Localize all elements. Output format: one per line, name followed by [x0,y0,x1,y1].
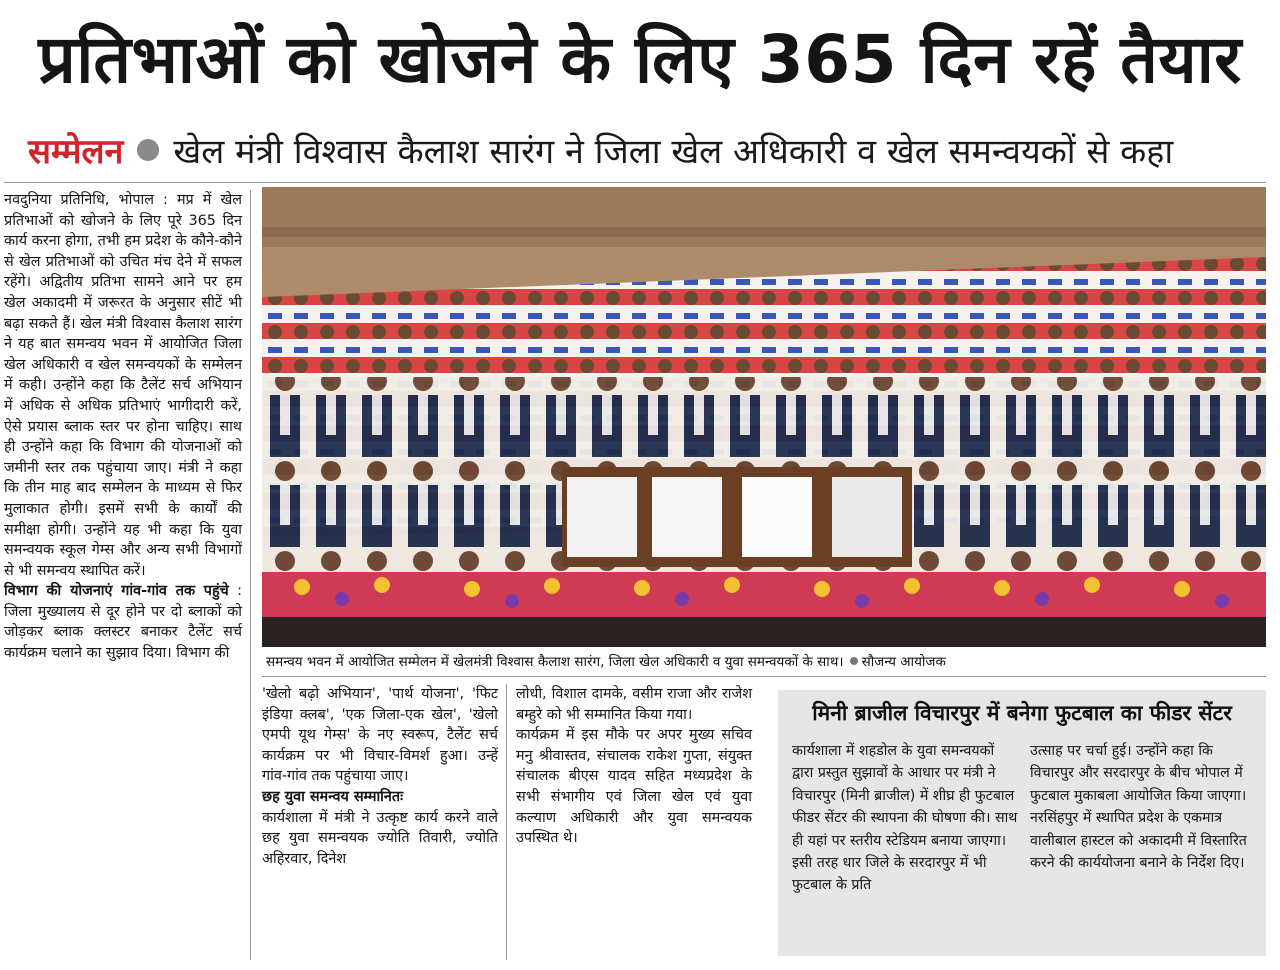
event-photo [262,187,1266,647]
group-photo-illustration [262,187,1266,647]
body-paragraph: कार्यक्रम में इस मौके पर अपर मुख्य सचिव मनु श्रीवास्तव, संचालक राकेश गुप्ता, संयुक्त संचालक बीएस यादव सहित मध्यप्रदेश के सभी संभागीय एवं जिला खेल एवं युवा कल्याण अधिकारी और युवा समन्वयक उपस्थित थे। [516,727,752,847]
credit-dot-icon [850,657,858,665]
divider [262,676,1266,677]
sidebar-column-1 [792,740,1018,897]
sidebar-title: मिनी ब्राजील विचारपुर में बनेगा फुटबाल का फीडर सेंटर [812,701,1232,725]
headline: प्रतिभाओं को खोजने के लिए 365 दिन रहें तैयार [38,21,1242,98]
sidebar-paragraph: कार्यशाला में शहडोल के युवा समन्वयकों द्वारा प्रस्तुत सुझावों के आधार पर मंत्री ने विचारपुर (मिनी ब्राजील) में शीघ्र ही फुटबाल फीडर सेंटर की स्थापना की घोषणा की। साथ ही यहां पर स्तरीय स्टेडियम बनाया जाएगा। इसी तरह धार जिले के सरदारपुर में भी फुटबाल के प्रति [792,743,1018,894]
photo-caption [266,652,1266,672]
column-rule [250,190,251,960]
body-paragraph: नवदुनिया प्रतिनिधि, भोपाल : मप्र में खेल प्रतिभाओं को खोजने के लिए पूरे 365 दिन कार्य करना होगा, तभी हम प्रदेश के कौने-कौने से खेल प्रतिभाओं को उचित मंच देने में सफल रहेंगे। अद्वितीय प्रतिभा सामने आने पर हम खेल अकादमी में जरूरत के अनुसार सीटें भी बढ़ा सकते हैं। खेल मंत्री विश्वास कैलाश सारंग ने यह बात समन्वय भवन में आयोजित जिला खेल अधिकारी व खेल समन्वयकों के सम्मेलन में कही। उन्होंने कहा कि टैलेंट सर्च अभियान में अधिक से अधिक प्रतिभाएं भागीदारी करें, ऐसे प्रयास ब्लाक स्तर पर होना चाहिए। साथ ही उन्होंने कहा कि विभाग की योजनाओं को जमीनी स्तर तक पहुंचाया जाए। मंत्री ने कहा कि तीन माह बाद सम्मेलन के माध्यम से फिर मुलाकात होगी। इसमें सभी के कार्यों की समीक्षा होगी। उन्होंने यह भी कहा कि युवा समन्वयक स्कूल गेम्स और अन्य सभी विभागों से भी समन्वय स्थापित करें। [4,192,242,579]
article-column-1 [4,190,242,664]
kicker-label: सम्मेलन [28,132,124,172]
photo-credit: सौजन्य आयोजक [861,654,946,670]
article-column-3 [516,684,752,849]
inline-subhead: विभाग की योजनाएं गांव-गांव तक पहुंचे [4,583,229,600]
body-paragraph: 'खेलो बढ़ो अभियान', 'पार्थ योजना', 'फिट इंडिया क्लब', 'एक जिला-एक खेल', 'खेलो एमपी यूथ गेम्स' के नए स्वरूप, टैलेंट सर्च कार्यक्रम पर भी विचार-विमर्श हुआ। उन्हें गांव-गांव तक पहुंचाया जाए। [262,686,498,785]
subheadline [28,124,1268,176]
sidebar-box [778,690,1266,956]
deck-text: खेल मंत्री विश्वास कैलाश सारंग ने जिला खेल अधिकारी व खेल समन्वयकों से कहा [173,132,1174,172]
sidebar-paragraph: उत्साह पर चर्चा हुई। उन्होंने कहा कि विचारपुर और सरदारपुर के बीच भोपाल में फुटबाल मुकाबला आयोजित किया जाएगा। नरसिंहपुर में स्थापित प्रदेश के एकमात्र वालीबाल हास्टल को अकादमी में विस्तारित करने की कार्ययोजना बनाने के निर्देश दिए। [1030,743,1247,872]
column-rule [506,684,507,960]
sidebar-column-2 [1030,740,1256,874]
inline-subhead: छह युवा समन्वय सम्मानितः [262,788,404,805]
divider [4,182,1266,183]
bullet-dot-icon [137,139,159,161]
article-column-2 [262,684,498,869]
body-paragraph: लोधी, विशाल दामके, वसीम राजा और राजेश बम्हुरे को भी सम्मानित किया गया। [516,686,752,723]
body-paragraph: कार्यशाला में मंत्री ने उत्कृष्ट कार्य करने वाले छह युवा समन्वयक ज्योति तिवारी, ज्योति अहिरवार, दिनेश [262,809,498,867]
body-paragraph: : जिला मुख्यालय से दूर होने पर दो ब्लाकों को जोड़कर ब्लाक क्लस्टर बनाकर टैलेंट सर्च कार्यक्रम चलाने का सुझाव दिया। विभाग की [4,583,242,662]
caption-text: समन्वय भवन में आयोजित सम्मेलन में खेलमंत्री विश्वास कैलाश सारंग, जिला खेल अधिकारी व युवा समन्वयकों के साथ। [266,654,844,670]
